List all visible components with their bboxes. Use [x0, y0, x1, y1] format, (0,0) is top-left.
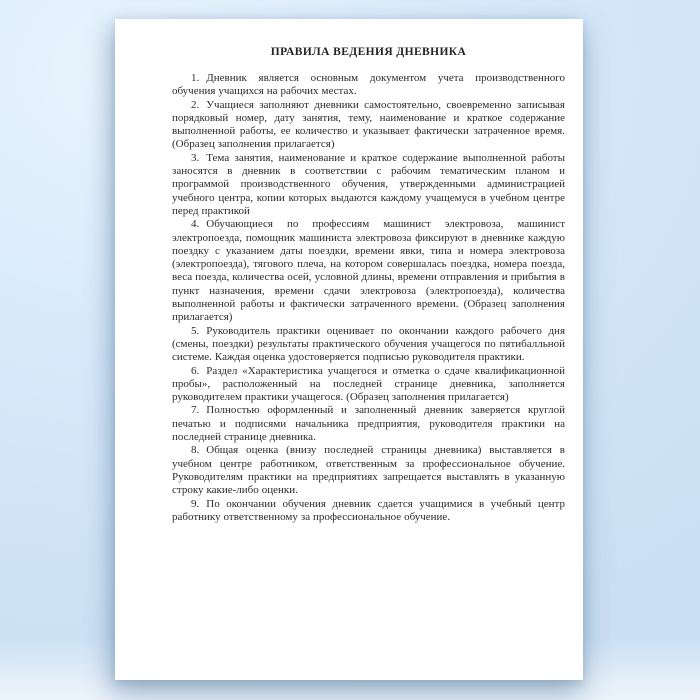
- paragraph-text: Обучающиеся по профессиям машинист электровоза, машинист электропоезда, помощник машиниста электровоза фиксируют в дневнике каждую поездку с указанием даты поездки, времени явки, типа и номера электровоза (электропоезда), тягового плеча, на котором совершалась поездка, номера поезда, веса поезда, количества осей, условной длины, времени отправления и прибытия в пункт назначения, времени сдачи электровоза (электропоезда), количества выполненной работы и фактически затраченного времени. (Образец заполнения прилагается): [172, 218, 565, 324]
- document-paragraph-9: [172, 498, 565, 525]
- paragraph-number: 3.: [191, 151, 200, 164]
- document-title: ПРАВИЛА ВЕДЕНИЯ ДНЕВНИКА: [270, 46, 467, 58]
- document-paragraph-6: [172, 365, 565, 405]
- document-paragraph-7: [172, 404, 565, 444]
- paragraph-number: 9.: [191, 497, 200, 510]
- paragraph-text: Полностью оформленный и заполненный дневник заверяется круглой печатью и подписями начальника предприятия, руководителя практики на последней странице дневника.: [172, 404, 565, 444]
- paragraph-number: 6.: [191, 364, 200, 377]
- document-paragraph-5: [172, 325, 565, 365]
- paragraph-text: Тема занятия, наименование и краткое содержание выполненной работы заносятся в дневник в соответствии с рабочим тематическим планом и программой производственного обучения, утвержденными администрацией учебного центра, копии которых выдаются каждому учащемуся в учебном центре перед практикой: [172, 151, 565, 217]
- document-paragraph-4: [172, 218, 565, 324]
- paragraph-number: 8.: [191, 444, 200, 457]
- paragraph-number: 7.: [191, 404, 200, 417]
- paragraph-number: 5.: [191, 324, 200, 337]
- paragraph-text: Учащиеся заполняют дневники самостоятельно, своевременно записывая порядковый номер, дату занятия, тему, наименование и краткое содержание выполненной работы, ее количество и указывает фактически затраченное время. (Образец заполнения прилагается): [172, 98, 565, 151]
- paragraph-text: Раздел «Характеристика учащегося и отметка о сдаче квалификационной пробы», расположенный на последней странице дневника, заполняется руководителем практики учащегося. (Образец заполнения прилагается): [172, 364, 565, 404]
- document-paragraph-8: [172, 444, 565, 497]
- paragraph-text: По окончании обучения дневник сдается учащимися в учебный центр работнику ответственному за профессиональное обучение.: [172, 497, 565, 523]
- paragraph-text: Дневник является основным документом учета производственного обучения учащихся на рабочих местах.: [172, 72, 565, 98]
- document-paragraph-2: [172, 99, 565, 152]
- document-body: [172, 72, 565, 524]
- document-page: [115, 19, 583, 680]
- paragraph-number: 1.: [191, 72, 200, 84]
- paragraph-number: 2.: [191, 98, 200, 111]
- paragraph-text: Общая оценка (внизу последней страницы дневника) выставляется в учебном центре работником, ответственным за профессиональное обучение. Руководителям практики на предприятиях запрещается выставлять в указанную строку какие-либо оценки.: [172, 444, 565, 497]
- paragraph-text: Руководитель практики оценивает по окончании каждого рабочего дня (смены, поездки) результаты практического обучения учащегося по пятибалльной системе. Каждая оценка удостоверяется подписью руководителя практики.: [172, 324, 565, 364]
- document-paragraph-1: [172, 72, 565, 99]
- paragraph-number: 4.: [191, 218, 200, 231]
- document-paragraph-3: [172, 152, 565, 218]
